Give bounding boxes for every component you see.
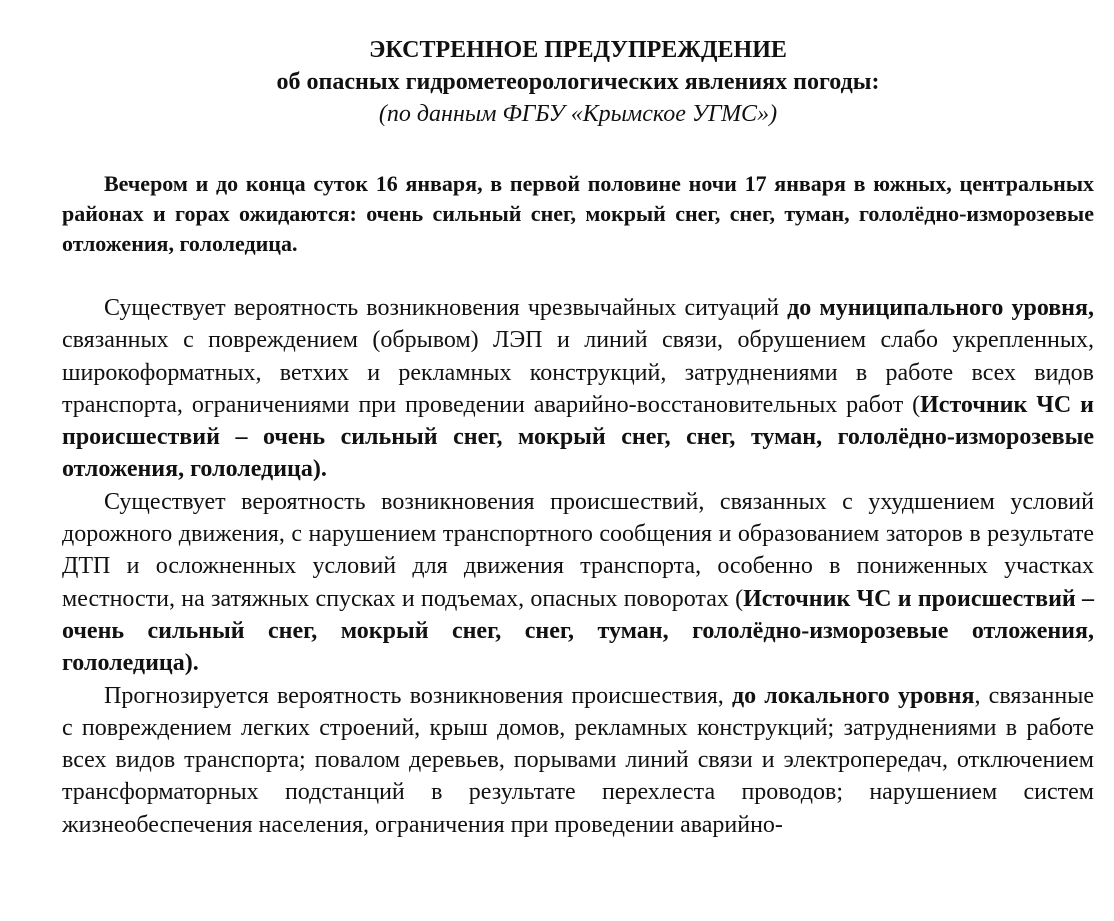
paragraph-bold-text: Источник ЧС и происшествий – очень сильный снег, мокрый снег, снег, туман, гололёдно-изморозевые отложения, гололедица). bbox=[62, 585, 1094, 677]
document-page bbox=[62, 34, 1094, 841]
paragraph-bold-text: до локального уровня bbox=[731, 682, 975, 709]
paragraph-text: Прогнозируется вероятность возникновения происшествия, bbox=[104, 682, 732, 709]
paragraph-text: Существует вероятность возникновения чрезвычайных ситуаций bbox=[104, 295, 788, 321]
paragraph-text: , связанные с повреждением легких строений, крыш домов, рекламных конструкций; затруднениями в работе всех видов транспорта; повалом деревьев, порывами линий связи и электропередач, отключением трансформаторных подстанций в результате перехлеста проводов; нарушением систем жизнеобеспечения населения, ограничения при проведении аварийно- bbox=[62, 682, 1094, 838]
paragraph-text: связанных с повреждением (обрывом) ЛЭП и линий связи, обрушением слабо укрепленных, широкоформатных, ветхих и рекламных конструкций, затруднениями в работе всех видов транспорта, ограничениями при проведении аварийно-восстановительных работ ( bbox=[62, 327, 1094, 418]
document-title: ЭКСТРЕННОЕ ПРЕДУПРЕЖДЕНИЕ bbox=[369, 37, 787, 63]
paragraph-local bbox=[62, 680, 1094, 841]
document-subtitle: об опасных гидрометеорологических явлениях погоды: bbox=[276, 69, 880, 95]
lead-paragraph: Вечером и до конца суток 16 января, в первой половине ночи 17 января в южных, центральных районах и горах ожидаются: очень сильный снег, мокрый снег, снег, туман, гололёдно-изморозевые отложения, гололедица. bbox=[62, 171, 1094, 256]
paragraph-bold-text: до муниципального уровня, bbox=[787, 295, 1094, 321]
paragraph-text: Существует вероятность возникновения происшествий, связанных с ухудшением условий дорожного движения, с нарушением транспортного сообщения и образованием заторов в результате ДТП и осложненных условий для движения транспорта, особенно в пониженных участках местности, на затяжных спусках и подъемах, опасных поворотах ( bbox=[62, 488, 1094, 612]
document-source: (по данным ФГБУ «Крымское УГМС») bbox=[378, 101, 778, 127]
paragraph-road bbox=[62, 486, 1094, 680]
paragraph-bold-text: Источник ЧС и происшествий – очень сильный снег, мокрый снег, снег, туман, гололёдно-изморозевые отложения, гололедица). bbox=[62, 391, 1095, 483]
paragraph-emergency bbox=[62, 292, 1094, 486]
